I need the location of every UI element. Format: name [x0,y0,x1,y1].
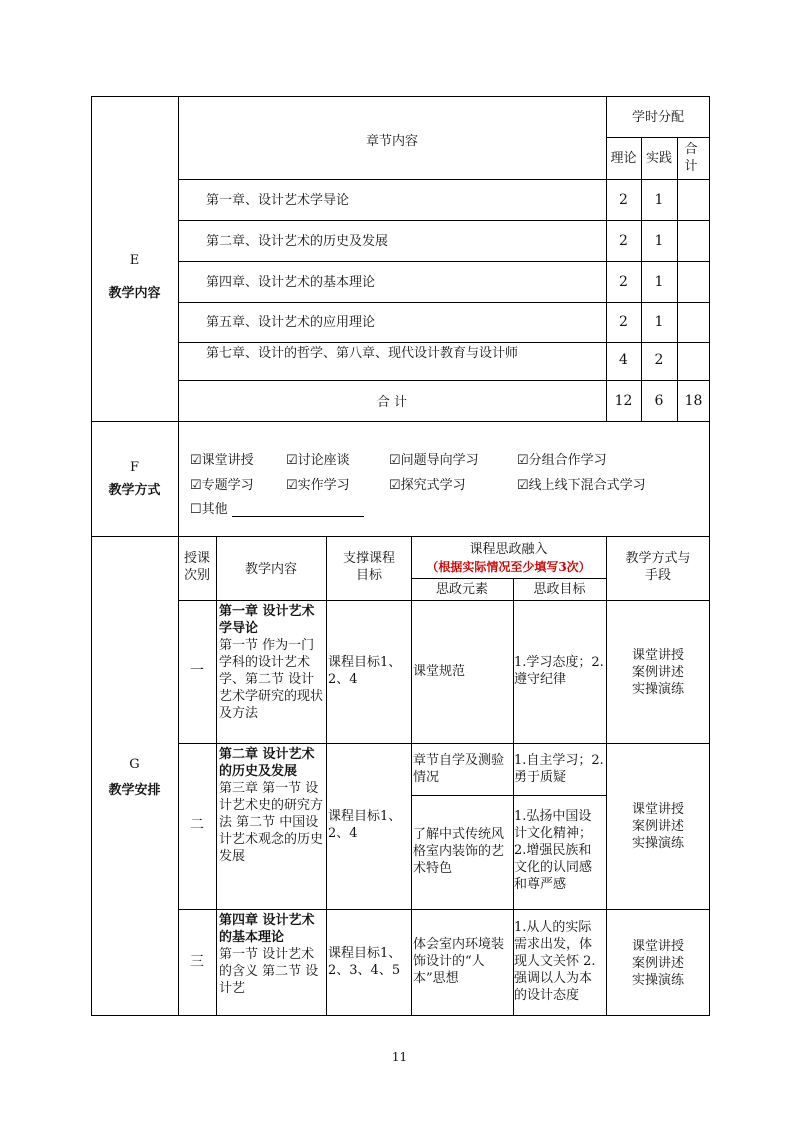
theory-header: 理论 [610,151,637,166]
target-cell: 1.从人的实际需求出发，体现人文关怀 2.强调以人为本的设计态度 [514,920,596,1003]
element-cell: 体会室内环境装饰设计的“人本”思想 [413,937,505,986]
hours-header: 学时分配 [631,110,684,125]
checkbox-checked-icon: ☑ [389,478,401,493]
practice-cell: 1 [654,314,664,330]
ideology-note: （根据实际情况至少填写3次） [426,560,591,574]
session-header: 授课次别 [183,551,210,583]
sum-label: 合 计 [376,395,408,410]
element-cell: 了解中式传统风格室内装饰的艺术特色 [413,827,505,876]
method-option[interactable]: ☑讨论座谈 [286,453,350,468]
session-number: 一 [190,663,204,679]
practice-cell: 1 [654,274,664,290]
checkbox-empty-icon: ☐ [190,502,202,517]
method-option[interactable]: ☑探究式学习 [389,478,466,493]
method-option[interactable]: ☑问题导向学习 [389,453,479,468]
section-f-letter: F [129,460,140,475]
target-header: 思政目标 [533,582,586,597]
element-header: 思政元素 [435,582,488,597]
checkbox-checked-icon: ☑ [286,453,298,468]
total-header: 合计 [684,142,698,174]
practice-cell: 1 [654,233,664,249]
other-input-line[interactable] [232,516,364,517]
chapter-row-2: 第二章、设计艺术的历史及发展 [206,234,389,249]
goal-cell: 课程目标1、2、3、4、5 [328,946,402,978]
checkbox-checked-icon: ☑ [389,453,401,468]
method-cell: 课堂讲授 案例讲述 实操演练 [631,802,684,851]
content-cell: 第四章 设计艺术的基本理论 第一节 设计艺术的含义 第二节 设计艺 [219,913,319,996]
element-cell: 课堂规范 [413,664,466,679]
theory-cell: 2 [619,274,628,290]
method-cell: 课堂讲授 案例讲述 实操演练 [631,939,684,988]
checkbox-checked-icon: ☑ [190,453,202,468]
content-cell: 第一章 设计艺术学导论 第一节 作为一门学科的设计艺术学、第二节 设计艺术学研究的现状及方法 [219,604,324,721]
method-option[interactable]: ☑线上线下混合式学习 [517,478,646,493]
element-cell: 章节自学及测验情况 [413,753,505,785]
theory-cell: 2 [619,233,628,249]
theory-cell: 4 [619,352,628,368]
page-number: 11 [391,1050,408,1064]
section-g-title: 教学安排 [108,783,161,798]
chapter-row-1: 第一章、设计艺术学导论 [206,193,350,208]
checkbox-checked-icon: ☑ [190,478,202,493]
checkbox-checked-icon: ☑ [517,453,529,468]
chapter-row-4: 第五章、设计艺术的应用理论 [206,315,376,330]
target-cell: 1.弘扬中国设计文化精神；2.增强民族和文化的认同感和尊严感 [514,809,593,892]
chapter-row-5: 第七章、设计的哲学、第八章、现代设计教育与设计师 [206,346,519,361]
goal-header: 支撑课程目标 [342,551,395,583]
content-header: 教学内容 [244,562,297,577]
section-g-letter: G [129,757,140,772]
sum-practice: 6 [654,393,664,409]
theory-cell: 2 [619,314,628,330]
practice-cell: 1 [654,192,664,208]
practice-header: 实践 [645,151,672,166]
checkbox-checked-icon: ☑ [286,478,298,493]
ideology-header: 课程思政融入 [469,542,548,557]
sum-total: 18 [684,393,703,409]
section-f-title: 教学方式 [108,483,161,498]
section-e-letter: E [129,253,140,268]
method-option[interactable]: ☑专题学习 [190,478,254,493]
method-option[interactable]: ☑分组合作学习 [517,453,607,468]
method-option[interactable]: ☑实作学习 [286,478,350,493]
content-cell: 第二章 设计艺术的历史及发展 第三章 第一节 设计艺术史的研究方法 第二节 中国设计艺术观念的历史发展 [219,747,324,864]
goal-cell: 课程目标1、2、4 [328,809,402,841]
section-e-title: 教学内容 [108,286,161,301]
method-cell: 课堂讲授 案例讲述 实操演练 [631,648,684,697]
goal-cell: 课程目标1、2、4 [328,655,402,687]
checkbox-checked-icon: ☑ [517,478,529,493]
session-number: 三 [190,954,204,970]
method-option-other[interactable]: ☐其他 [190,502,228,517]
sum-theory: 12 [614,393,633,409]
target-cell: 1.学习态度；2.遵守纪律 [514,655,604,687]
theory-cell: 2 [619,192,628,208]
chapter-row-3: 第四章、设计艺术的基本理论 [206,275,376,290]
method-header: 教学方式与手段 [625,551,691,583]
chapter-header: 章节内容 [365,134,418,149]
method-option[interactable]: ☑课堂讲授 [190,453,254,468]
session-number: 二 [190,817,204,833]
practice-cell: 2 [654,352,664,368]
target-cell: 1.自主学习；2.勇于质疑 [514,753,604,785]
